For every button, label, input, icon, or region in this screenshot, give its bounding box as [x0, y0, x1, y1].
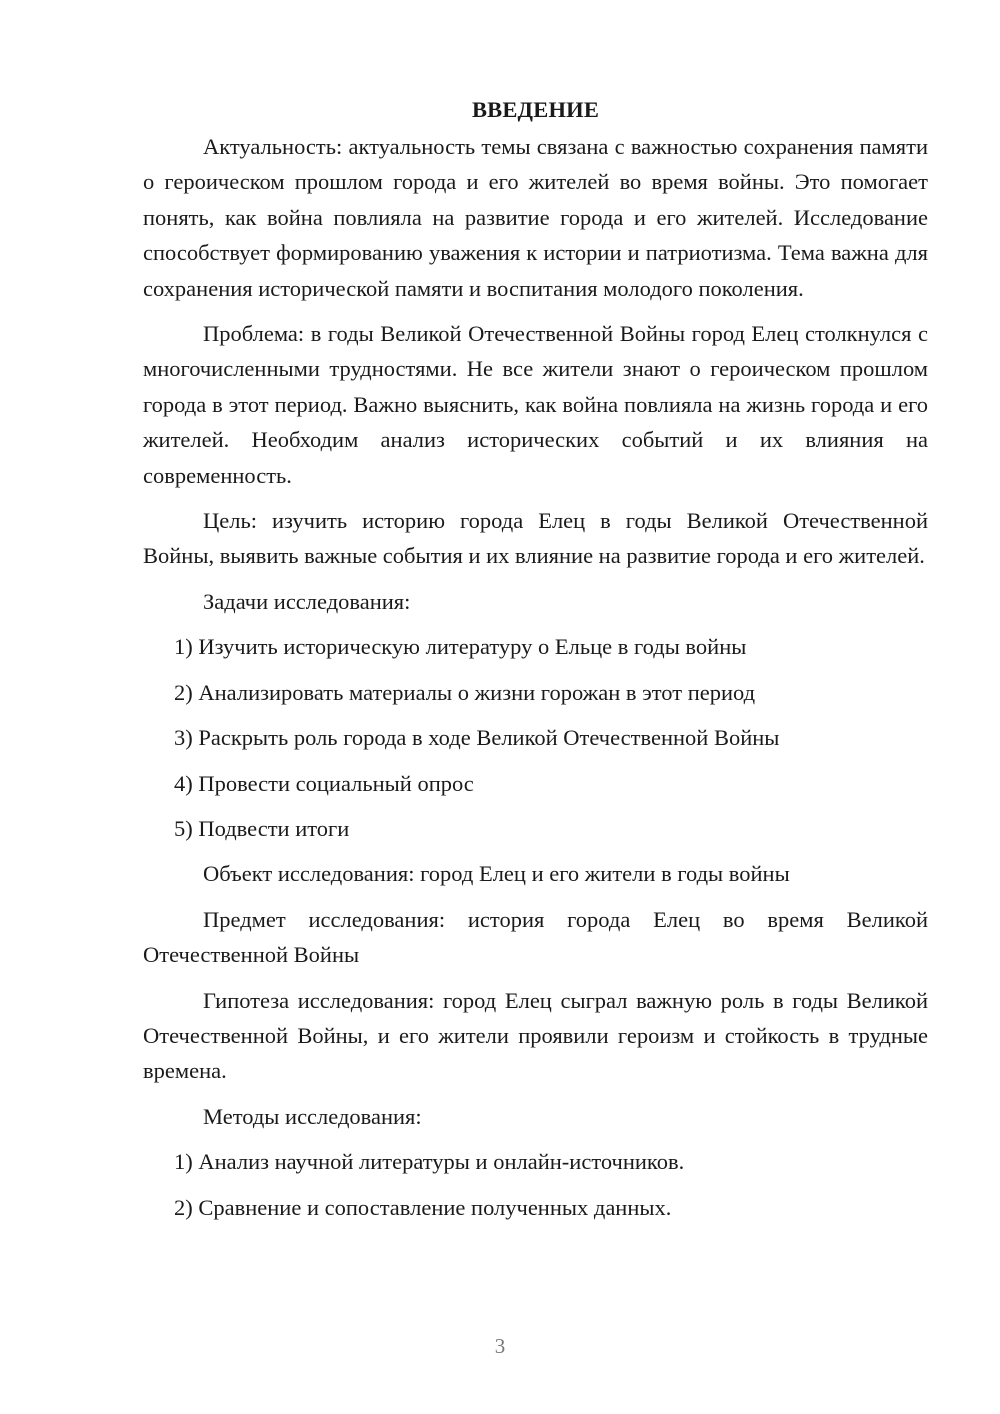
task-item: 2) Анализировать материалы о жизни горожан в этот период — [174, 679, 756, 705]
task-item: 5) Подвести итоги — [174, 815, 350, 841]
object-paragraph: Объект исследования: город Елец и его жители в годы войны — [203, 861, 790, 887]
page-title: ВВЕДЕНИЕ — [471, 97, 600, 122]
method-item: 1) Анализ научной литературы и онлайн-источников. — [174, 1149, 685, 1175]
problem-paragraph: Проблема: в годы Великой Отечественной Войны город Елец столкнулся с многочисленными трудностями. Не все жители знают о героическом прошлом города в этот период. Важно выяснить, как война повлияла на жизнь города и его жителей. Необходим анализ исторических событий и их влияния на современность. — [143, 321, 928, 488]
tasks-heading: Задачи исследования: — [203, 588, 411, 614]
task-item: 1) Изучить историческую литературу о Ельце в годы войны — [174, 634, 747, 660]
task-item: 4) Провести социальный опрос — [174, 770, 474, 796]
goal-paragraph: Цель: изучить историю города Елец в годы Великой Отечественной Войны, выявить важные события и их влияние на развитие города и его жителей. — [143, 508, 928, 569]
task-item: 3) Раскрыть роль города в ходе Великой Отечественной Войны — [174, 725, 780, 751]
relevance-paragraph: Актуальность: актуальность темы связана с важностью сохранения памяти о героическом прошлом города и его жителей во время войны. Это помогает понять, как война повлияла на развитие города и его жителей. Исследование способствует формированию уважения к истории и патриотизма. Тема важна для сохранения исторической памяти и воспитания молодого поколения. — [143, 134, 928, 301]
methods-heading: Методы исследования: — [203, 1103, 422, 1129]
subject-paragraph: Предмет исследования: история города Елец во время Великой Отечественной Войны — [143, 906, 928, 968]
hypothesis-paragraph: Гипотеза исследования: город Елец сыграл важную роль в годы Великой Отечественной Войны, и его жители проявили героизм и стойкость в трудные времена. — [143, 987, 928, 1084]
page-number: 3 — [494, 1334, 506, 1358]
document-page — [143, 92, 928, 1225]
method-item: 2) Сравнение и сопоставление полученных данных. — [174, 1194, 672, 1220]
